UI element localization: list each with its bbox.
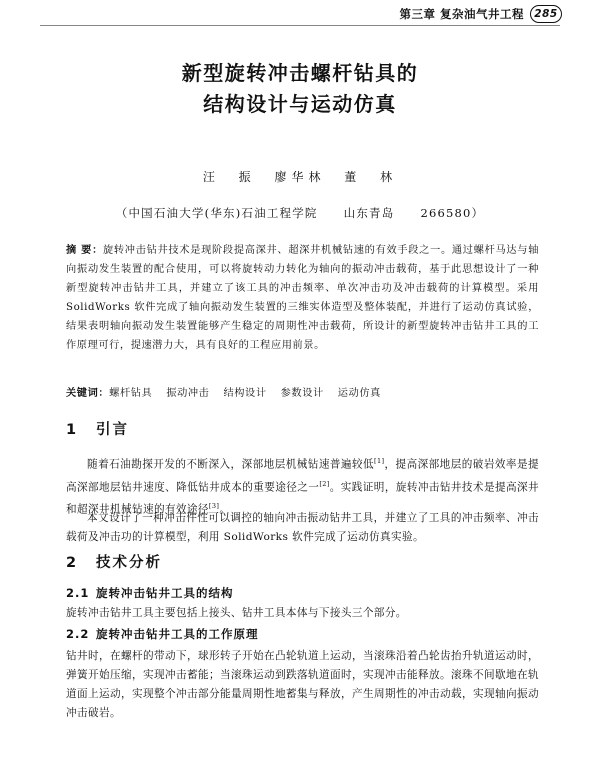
abstract <box>66 241 539 355</box>
citation: [3] <box>208 502 220 511</box>
keyword: 运动仿真 <box>337 388 381 399</box>
abstract-label: 摘 要： <box>66 245 103 256</box>
citation: [1] <box>374 457 385 465</box>
keyword: 参数设计 <box>280 388 324 399</box>
keyword: 结构设计 <box>223 388 267 399</box>
abstract-text: 旋转冲击钻井技术是现阶段提高深井、超深井机械钻速的有效手段之一。通过螺杆马达与轴向振动发生装置的配合使用，可以将旋转动力转化为轴向的振动冲击载荷，基于此思想设计了一种新型旋转冲击钻井工具，并建立了该工具的冲击频率、单次冲击功及冲击载荷的计算模型。采用 SolidWorks 软件完成了轴向振动发生装置的三维实体造型及整体装配，并进行了运动仿真试验，结果表明轴向振动发生装置能够产生稳定的周期性冲击载荷，所设计的新型旋转冲击钻井工具的工作原理可行，提速潜力大，具有良好的工程应用前景。 <box>66 245 540 351</box>
authors: 汪 振 廖华林 董 林 <box>202 170 398 184</box>
paper-title <box>0 58 600 120</box>
running-header <box>399 4 562 24</box>
affiliation-postcode: 266580） <box>420 206 485 220</box>
keyword: 螺杆钻具 <box>109 388 153 399</box>
title-line-2: 结构设计与运动仿真 <box>203 92 397 116</box>
section-heading-1 <box>66 418 129 439</box>
subsection-paragraph-2-2: 钻井时，在螺杆的带动下，球形转子开始在凸轮轨道上运动，当滚珠沿着凸轮齿抬升轨道运动时，弹簧开始压缩，实现冲击蓄能；当滚珠运动到跌落轨道面时，实现冲击能释放。滚珠不间歇地在轨道面上运动，实现整个冲击部分能量周期性地蓄集与释放，产生周期性的冲击动载，实现轴向振动冲击破岩。 <box>66 650 539 719</box>
subsection-paragraph-2-1: 旋转冲击钻井工具主要包括上接头、钻井工具本体与下接头三个部分。 <box>66 607 407 619</box>
section-number: 2 <box>66 555 79 571</box>
affiliation-place: 山东青岛 <box>343 206 395 220</box>
subsection-number: 2.2 <box>66 627 90 641</box>
keywords <box>66 384 539 403</box>
header-rule <box>40 25 560 26</box>
title-line-1: 新型旋转冲击螺杆钻具的 <box>181 61 419 85</box>
section-title: 引言 <box>96 422 129 438</box>
page-number: 285 <box>530 5 562 23</box>
subsection-title: 旋转冲击钻井工具的工作原理 <box>96 627 259 641</box>
affiliation-org: （中国石油大学(华东)石油工程学院 <box>115 206 318 220</box>
intro-paragraph-2: 本文设计了一种冲击件性可以调控的轴向冲击振动钻井工具，并建立了工具的冲击频率、冲击载荷及冲击功的计算模型，利用 SolidWorks 软件完成了运动仿真实验。 <box>66 512 539 543</box>
section-number: 1 <box>66 422 79 438</box>
affiliation <box>0 205 600 221</box>
subsection-heading-2-2 <box>66 626 259 642</box>
citation: [2] <box>319 479 330 488</box>
keywords-label: 关键词： <box>66 388 110 399</box>
section-title: 技术分析 <box>96 555 162 571</box>
intro-paragraph-1: 随着石油勘探开发的不断深入，深部地层机械钻速普遍较低[1]，提高深部地层的破岩效率是提高深部地层钻井速度、降低钻井成本的重要途径之一[2]。实践证明，旋转冲击钻井技术是提高深井和超深井机械钻速的有效途径[3]。 <box>66 457 539 516</box>
subsection-heading-2-1 <box>66 585 234 601</box>
keyword: 振动冲击 <box>166 388 210 399</box>
subsection-number: 2.1 <box>66 586 90 600</box>
subsection-title: 旋转冲击钻井工具的结构 <box>96 586 234 600</box>
chapter-title: 第三章 复杂油气井工程 <box>399 7 524 21</box>
section-heading-2 <box>66 551 162 572</box>
